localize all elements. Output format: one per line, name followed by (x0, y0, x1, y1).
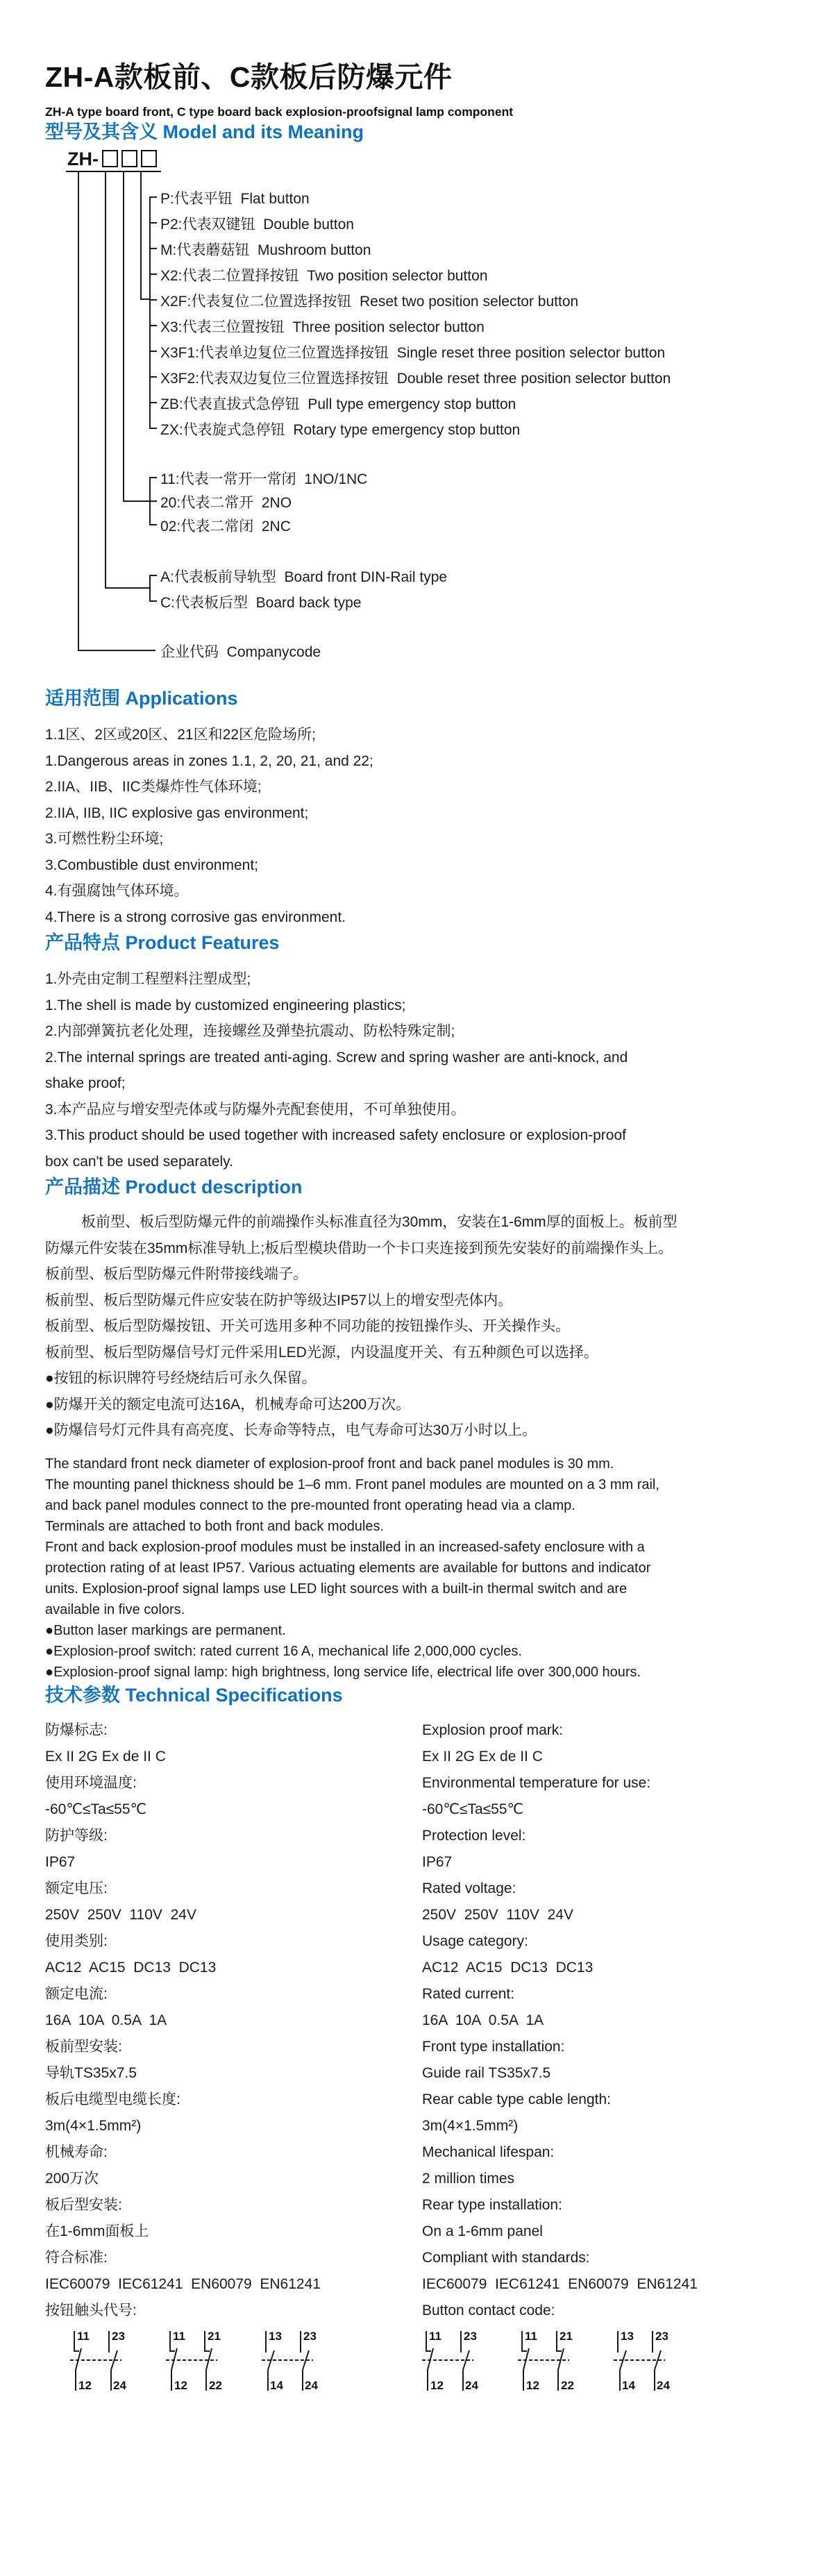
description-line-en: Front and back explosion-proof modules must be installed in an increased-safety enclosure with a (45, 1539, 645, 1555)
tree-tick (149, 477, 157, 478)
spec-cell-en: Compliant with standards: (422, 2249, 590, 2266)
model-item-button-type: X3:代表三位置按钮 Three position selector button (160, 319, 485, 335)
features-list (45, 966, 791, 1175)
model-code-label (66, 150, 161, 172)
terminal-number: 24 (113, 2378, 126, 2392)
model-code-box-1 (102, 150, 118, 167)
section-heading-applications: 适用范围 Applications (45, 688, 238, 709)
terminal-number: 23 (112, 2329, 125, 2343)
spec-cell-en: Environmental temperature for use: (422, 1774, 651, 1791)
description-line-cn: 板前型、板后型防爆元件附带接线端子。 (45, 1266, 308, 1282)
tree-line (78, 650, 155, 651)
model-item-button-type: X3F2:代表双边复位三位置选择按钮 Double reset three position selector button (160, 370, 671, 387)
spec-cell-en: Usage category: (422, 1933, 528, 1949)
spec-cell-en: 250V 250V 110V 24V (422, 1906, 573, 1923)
tree-tick (149, 376, 157, 378)
model-item-button-type: P:代表平钮 Flat button (160, 190, 310, 207)
description-line-en: ●Explosion-proof switch: rated current 16 A, mechanical life 2,000,000 cycles. (45, 1643, 522, 1659)
spec-cell-en: Rear cable type cable length: (422, 2091, 612, 2107)
tree-tick (149, 600, 157, 602)
description-line-cn: 板前型、板后型防爆元件的前端操作头标准直径为30mm，安装在1-6mm厚的面板上。板前型 (81, 1214, 678, 1230)
spec-cell-en: Rear type installation: (422, 2196, 562, 2213)
contact-diagram (512, 2328, 589, 2398)
terminal-number: 21 (559, 2329, 573, 2343)
description-line-cn: 板前型、板后型防爆按钮、开关可选用多种不同功能的按钮操作头、开关操作头。 (45, 1318, 570, 1334)
tree-line (123, 500, 151, 502)
tree-tick (149, 196, 157, 198)
features-line: 1.外壳由定制工程塑料注塑成型; (45, 971, 251, 987)
applications-line: 1.1区、2区或20区、21区和22区危险场所; (45, 727, 316, 743)
spec-cell-cn: 导轨TS35x7.5 (45, 2064, 137, 2081)
model-item-button-type: X2:代表二位置择按钮 Two position selector button (160, 267, 488, 284)
spec-cell-cn: 3m(4×1.5mm²) (45, 2117, 142, 2134)
tree-line (140, 171, 142, 300)
terminal-number: 11 (429, 2329, 441, 2343)
tree-bracket (149, 575, 151, 602)
model-item-button-type: ZX:代表旋式急停钮 Rotary type emergency stop button (160, 421, 521, 438)
tree-line (78, 171, 79, 651)
spec-cell-en: IP67 (422, 1853, 453, 1870)
tree-tick (149, 222, 157, 224)
terminal-number: 23 (464, 2329, 477, 2343)
tree-tick (149, 248, 157, 249)
description-line-cn: 板前型、板后型防爆元件应安装在防护等级达IP57以上的增安型壳体内。 (45, 1292, 513, 1308)
spec-cell-cn: 机械寿命: (45, 2144, 108, 2160)
terminal-number: 11 (77, 2329, 90, 2343)
spec-cell-cn: 符合标准: (45, 2249, 108, 2266)
model-item-contact-config: 02:代表二常闭 2NC (160, 518, 291, 534)
applications-line: 2.IIA、IIB、IIC类爆炸性气体环境; (45, 779, 262, 795)
applications-line: 1.Dangerous areas in zones 1.1, 2, 20, 21, and 22; (45, 752, 373, 769)
terminal-number: 24 (465, 2378, 478, 2392)
description-en (45, 1454, 791, 1683)
spec-cell-en: Rated current: (422, 1985, 515, 2002)
spec-cell-cn: 使用类别: (45, 1933, 108, 1949)
description-line-en: and back panel modules connect to the pre-mounted front operating head via a clamp. (45, 1497, 575, 1513)
contact-diagram (416, 2328, 493, 2398)
terminal-number: 12 (78, 2378, 92, 2392)
spec-cell-en: Rated voltage: (422, 1880, 516, 1896)
model-item-button-type: M:代表蘑菇钮 Mushroom button (160, 242, 371, 258)
description-line-en: ●Explosion-proof signal lamp: high brightness, long service life, electrical life over 300,000 hours. (45, 1664, 641, 1680)
spec-cell-cn: 在1-6mm面板上 (45, 2223, 149, 2239)
spec-cell-cn: IP67 (45, 1853, 76, 1870)
description-line-cn: ●防爆开关的额定电流可达16A，机械寿命可达200万次。 (45, 1396, 411, 1413)
model-item-button-type: P2:代表双键钮 Double button (160, 216, 354, 233)
section-heading-specs: 技术参数 Technical Specifications (45, 1684, 343, 1706)
applications-line: 2.IIA, IIB, IIC explosive gas environment; (45, 805, 309, 821)
terminal-number: 12 (526, 2378, 539, 2392)
tree-tick (149, 325, 157, 326)
tree-tick (149, 402, 157, 403)
features-line: 1.The shell is made by customized engineering plastics; (45, 997, 406, 1013)
terminal-number: 23 (303, 2329, 317, 2343)
applications-line: 4.有强腐蚀气体环境。 (45, 883, 189, 899)
spec-cell-en: Ex II 2G Ex de II C (422, 1748, 543, 1765)
tree-tick (149, 524, 157, 525)
features-line: 2.内部弹簧抗老化处理，连接螺丝及弹垫抗震动、防松特殊定制; (45, 1023, 455, 1039)
terminal-number: 22 (209, 2378, 222, 2392)
applications-line: 3.可燃性粉尘环境; (45, 831, 164, 847)
spec-cell-en: Mechanical lifespan: (422, 2144, 555, 2160)
spec-cell-en: Guide rail TS35x7.5 (422, 2064, 551, 2081)
section-heading-model: 型号及其含义 Model and its Meaning (45, 121, 364, 142)
model-item-board-type: C:代表板后型 Board back type (160, 594, 362, 611)
description-line-en: available in five colors. (45, 1601, 185, 1617)
spec-cell-cn: -60℃≤Ta≤55℃ (45, 1801, 147, 1817)
model-code-box-2 (121, 150, 137, 167)
applications-line: 4.There is a strong corrosive gas environment. (45, 909, 346, 925)
terminal-number: 24 (657, 2378, 670, 2392)
spec-cell-cn: 16A 10A 0.5A 1A (45, 2012, 167, 2028)
tree-bracket (149, 196, 151, 429)
features-line: box can't be used separately. (45, 1153, 233, 1170)
tree-tick (149, 428, 157, 429)
description-cn (45, 1209, 791, 1444)
description-line-cn: 板前型、板后型防爆信号灯元件采用LED光源，内设温度开关、有五种颜色可以选择。 (45, 1344, 598, 1361)
contact-diagram (608, 2328, 684, 2398)
terminal-number: 23 (655, 2329, 668, 2343)
specs-table (45, 1717, 791, 2324)
model-item-button-type: X3F1:代表单边复位三位置选择按钮 Single reset three position selector button (160, 344, 666, 361)
terminal-number: 11 (525, 2329, 537, 2343)
model-item-button-type: ZB:代表直拔式急停钮 Pull type emergency stop button (160, 396, 516, 412)
applications-list (45, 722, 791, 930)
spec-cell-cn: 额定电流: (45, 1985, 108, 2002)
spec-cell-cn: 使用环境温度: (45, 1774, 137, 1791)
description-line-en: Terminals are attached to both front and back modules. (45, 1518, 385, 1534)
features-line: 3.This product should be used together with increased safety enclosure or explosion-proof (45, 1127, 626, 1143)
page-subtitle: ZH-A type board front, C type board back explosion-proofsignal lamp component (45, 105, 514, 119)
description-line-en: ●Button laser markings are permanent. (45, 1622, 286, 1638)
terminal-number: 13 (269, 2329, 282, 2343)
spec-cell-en: 3m(4×1.5mm²) (422, 2117, 519, 2134)
description-line-en: protection rating of at least IP57. Various actuating elements are available for buttons and indicator (45, 1560, 651, 1576)
spec-cell-cn: 250V 250V 110V 24V (45, 1906, 196, 1923)
spec-cell-cn: 防护等级: (45, 1827, 108, 1844)
spec-cell-en: IEC60079 IEC61241 EN60079 EN61241 (422, 2275, 698, 2292)
spec-cell-en: AC12 AC15 DC13 DC13 (422, 1959, 594, 1976)
contact-code-diagrams (45, 2328, 791, 2405)
spec-cell-cn: 板后型安装: (45, 2196, 122, 2213)
tree-line (105, 171, 106, 589)
spec-cell-en: Protection level: (422, 1827, 526, 1844)
terminal-number: 11 (173, 2329, 185, 2343)
description-line-cn: ●按钮的标识牌符号经烧结后可永久保留。 (45, 1370, 317, 1386)
features-line: 2.The internal springs are treated anti-aging. Screw and spring washer are anti-knock, and (45, 1049, 628, 1066)
contact-diagram (65, 2328, 141, 2398)
tree-tick (149, 299, 157, 301)
spec-cell-cn: 额定电压: (45, 1880, 108, 1896)
terminal-number: 12 (430, 2378, 444, 2392)
spec-cell-cn: 按钮触头代号: (45, 2302, 137, 2318)
spec-cell-cn: 200万次 (45, 2170, 99, 2187)
tree-tick (149, 500, 157, 502)
description-line-en: The mounting panel thickness should be 1–6 mm. Front panel modules are mounted on a 3 mm rail, (45, 1476, 659, 1492)
applications-line: 3.Combustible dust environment; (45, 857, 258, 873)
spec-cell-en: 16A 10A 0.5A 1A (422, 2012, 544, 2028)
spec-cell-cn: 板前型安装: (45, 2038, 122, 2055)
spec-cell-en: Explosion proof mark: (422, 1721, 564, 1738)
features-line: shake proof; (45, 1075, 126, 1091)
spec-cell-cn: 防爆标志: (45, 1721, 108, 1738)
model-item-board-type: A:代表板前导轨型 Board front DIN-Rail type (160, 569, 448, 585)
spec-cell-en: On a 1-6mm panel (422, 2223, 543, 2239)
spec-cell-cn: AC12 AC15 DC13 DC13 (45, 1959, 217, 1976)
spec-cell-cn: Ex II 2G Ex de II C (45, 1748, 166, 1765)
contact-diagram (160, 2328, 237, 2398)
model-code-box-3 (141, 150, 157, 167)
spec-cell-cn: IEC60079 IEC61241 EN60079 EN61241 (45, 2275, 321, 2292)
description-line-cn: 防爆元件安装在35mm标准导轨上;板后型模块借助一个卡口夹连接到预先安装好的前端操作头上。 (45, 1240, 673, 1256)
tree-tick (149, 273, 157, 275)
page-title: ZH-A款板前、C款板后防爆元件 (45, 61, 453, 93)
contact-diagram (256, 2328, 333, 2398)
tree-line (123, 171, 124, 502)
terminal-number: 21 (208, 2329, 221, 2343)
terminal-number: 24 (305, 2378, 318, 2392)
spec-cell-en: Front type installation: (422, 2038, 565, 2055)
terminal-number: 14 (270, 2378, 283, 2392)
description-line-en: units. Explosion-proof signal lamps use LED light sources with a built-in thermal switch and are (45, 1581, 628, 1597)
tree-tick (149, 575, 157, 576)
model-item-button-type: X2F:代表复位二位置选择按钮 Reset two position selector button (160, 293, 579, 310)
model-item-company-code: 企业代码 Companycode (160, 643, 321, 660)
features-line: 3.本产品应与增安型壳体或与防爆外壳配套使用，不可单独使用。 (45, 1101, 466, 1118)
description-line-cn: ●防爆信号灯元件具有高亮度、长寿命等特点，电气寿命可达30万小时以上。 (45, 1422, 537, 1438)
model-item-contact-config: 11:代表一常开一常闭 1NO/1NC (160, 471, 368, 487)
spec-cell-en: -60℃≤Ta≤55℃ (422, 1801, 524, 1817)
spec-cell-en: 2 million times (422, 2170, 515, 2187)
terminal-number: 14 (622, 2378, 635, 2392)
section-heading-features: 产品特点 Product Features (45, 932, 280, 953)
model-item-contact-config: 20:代表二常开 2NO (160, 494, 292, 511)
description-line-en: The standard front neck diameter of explosion-proof front and back panel modules is 30 mm. (45, 1456, 614, 1472)
section-heading-description: 产品描述 Product description (45, 1177, 303, 1197)
terminal-number: 13 (621, 2329, 634, 2343)
model-prefix: ZH- (67, 149, 99, 169)
terminal-number: 12 (174, 2378, 187, 2392)
spec-cell-cn: 板后电缆型电缆长度: (45, 2091, 180, 2107)
terminal-number: 22 (561, 2378, 574, 2392)
tree-line (105, 587, 151, 589)
tree-tick (149, 351, 157, 352)
model-tree-diagram (45, 150, 791, 686)
spec-cell-en: Button contact code: (422, 2302, 555, 2318)
